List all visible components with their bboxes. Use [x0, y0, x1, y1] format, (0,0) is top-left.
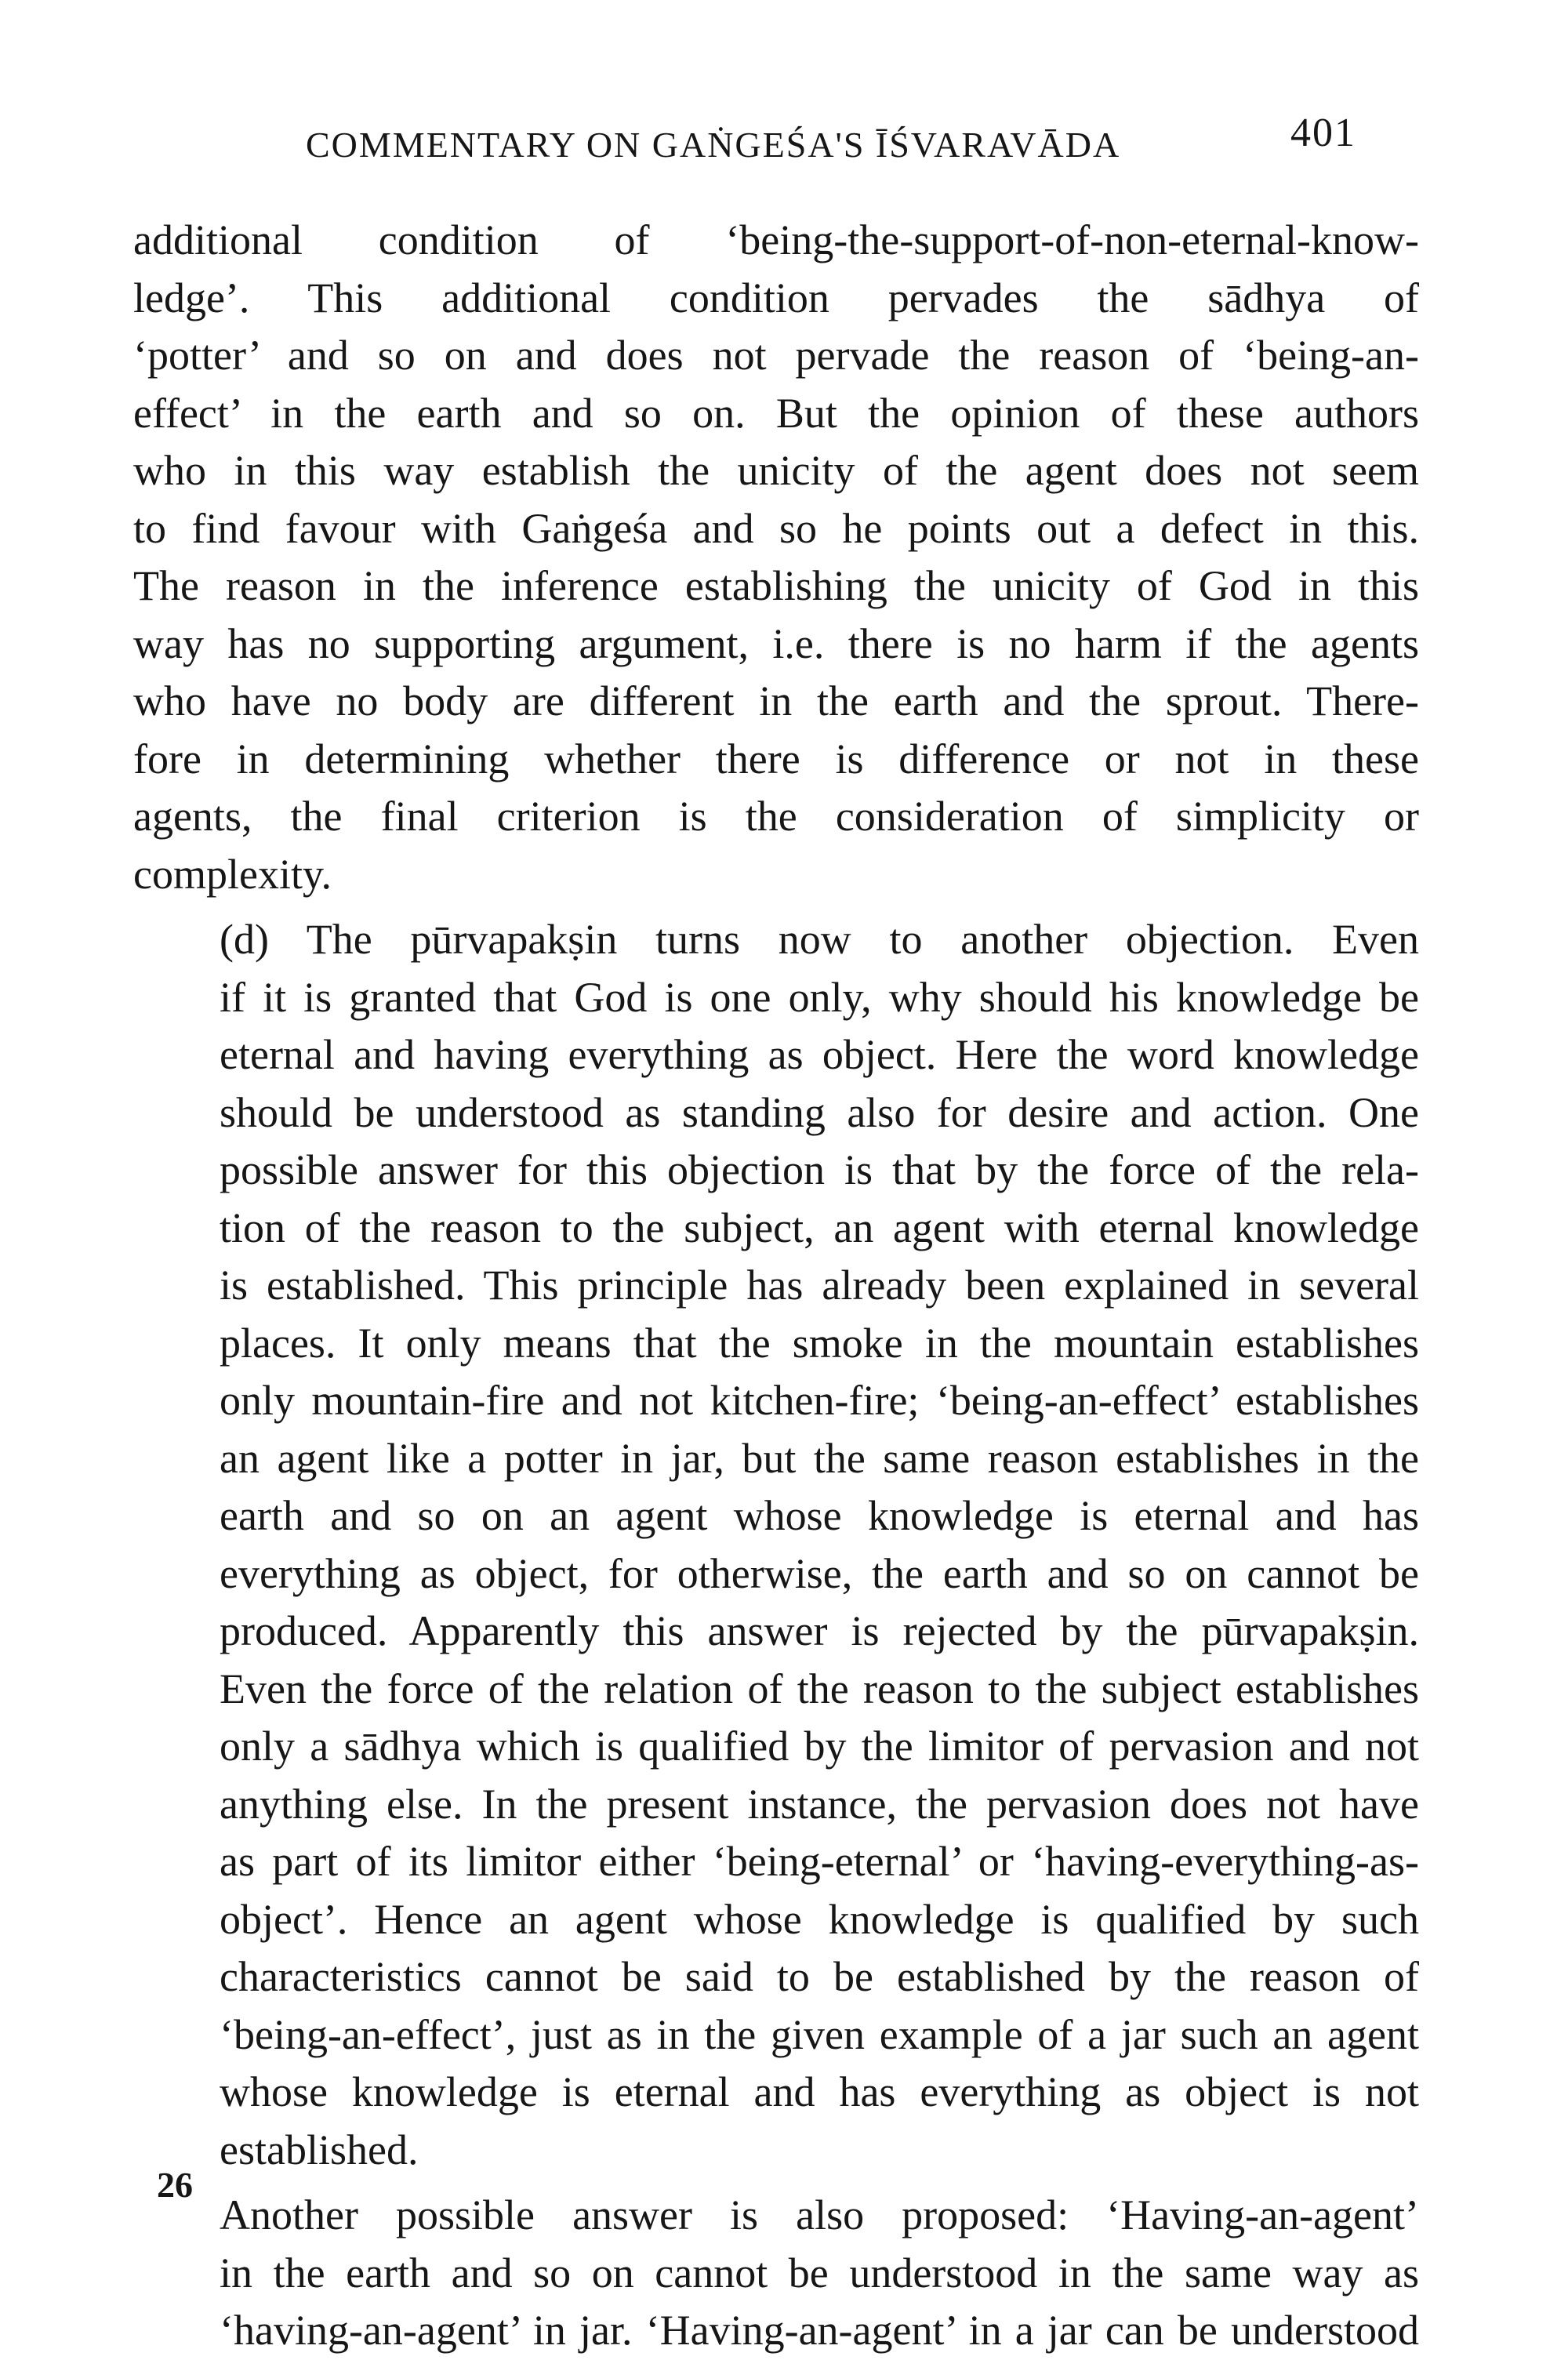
- text-line: ‘having-an-agent’ in jar. ‘Having-an-agent’ in a jar can be understood: [220, 2307, 1419, 2354]
- paragraph-3: [133, 2187, 1419, 2360]
- text-line: tion of the reason to the subject, an agent with eternal knowledge: [220, 1204, 1419, 1251]
- text-line: an agent like a potter in jar, but the same reason establishes in the: [220, 1434, 1419, 1482]
- text-line: to find favour with Gaṅgeśa and so he points out a defect in this.: [133, 504, 1419, 552]
- paragraph-2: [133, 911, 1419, 2179]
- page-number: 401: [1290, 111, 1356, 155]
- text-line: way has no supporting argument, i.e. there is no harm if the agents: [133, 619, 1419, 667]
- text-line: (d) The pūrvapakṣin turns now to another objection. Even: [220, 916, 1419, 963]
- text-line: only mountain-fire and not kitchen-fire; ‘being-an-effect’ establishes: [220, 1377, 1419, 1424]
- text-line: everything as object, for otherwise, the earth and so on cannot be: [220, 1549, 1419, 1597]
- text-line: places. It only means that the smoke in the mountain establishes: [220, 1319, 1419, 1367]
- text-line: is established. This principle has already been explained in several: [220, 1262, 1419, 1309]
- text-line: if it is granted that God is one only, why should his knowledge be: [220, 973, 1419, 1021]
- text-line: characteristics cannot be said to be established by the reason of: [220, 1953, 1419, 2000]
- text-line: Even the force of the relation of the reason to the subject establishes: [220, 1665, 1419, 1712]
- text-line: whose knowledge is eternal and has everything as object is not: [220, 2068, 1419, 2115]
- body-text: [133, 212, 1419, 2360]
- text-line: only a sādhya which is qualified by the limitor of pervasion and not: [220, 1723, 1419, 1770]
- running-title: COMMENTARY ON GAṄGEŚA'S ĪŚVARAVĀDA: [306, 125, 1121, 165]
- text-line: object’. Hence an agent whose knowledge is qualified by such: [220, 1895, 1419, 1943]
- text-line: should be understood as standing also for desire and action. One: [220, 1088, 1419, 1136]
- text-line: established.: [220, 2126, 419, 2173]
- text-line: Another possible answer is also proposed: ‘Having-an-agent’: [220, 2191, 1419, 2238]
- text-line: produced. Apparently this answer is rejected by the pūrvapakṣin.: [220, 1607, 1419, 1654]
- paragraph-1: [133, 212, 1419, 903]
- text-line: fore in determining whether there is difference or not in these: [133, 735, 1419, 782]
- signature-mark: 26: [157, 2165, 193, 2205]
- text-line: who in this way establish the unicity of the agent does not seem: [133, 447, 1419, 494]
- text-line: anything else. In the present instance, the pervasion does not have: [220, 1780, 1419, 1828]
- text-line: ‘potter’ and so on and does not pervade the reason of ‘being-an-: [133, 332, 1419, 379]
- text-line: earth and so on an agent whose knowledge is eternal and has: [220, 1492, 1419, 1539]
- text-line: ‘being-an-effect’, just as in the given example of a jar such an agent: [220, 2010, 1419, 2058]
- running-head: [306, 110, 1356, 165]
- text-line: in the earth and so on cannot be understood in the same way as: [220, 2249, 1419, 2296]
- text-line: ledge’. This additional condition pervades the sādhya of: [133, 274, 1419, 321]
- text-line: eternal and having everything as object. Here the word knowledge: [220, 1031, 1419, 1078]
- text-line: effect’ in the earth and so on. But the opinion of these authors: [133, 389, 1419, 437]
- text-line: complexity.: [133, 850, 332, 898]
- text-line: additional condition of ‘being-the-support-of-non-eternal-know-: [133, 216, 1419, 263]
- text-line: as part of its limitor either ‘being-eternal’ or ‘having-everything-as-: [220, 1838, 1419, 1885]
- text-line: agents, the final criterion is the consideration of simplicity or: [133, 793, 1419, 840]
- text-line: The reason in the inference establishing the unicity of God in this: [133, 562, 1419, 609]
- text-line: who have no body are different in the earth and the sprout. There-: [133, 677, 1419, 724]
- text-line: possible answer for this objection is that by the force of the rela-: [220, 1146, 1419, 1193]
